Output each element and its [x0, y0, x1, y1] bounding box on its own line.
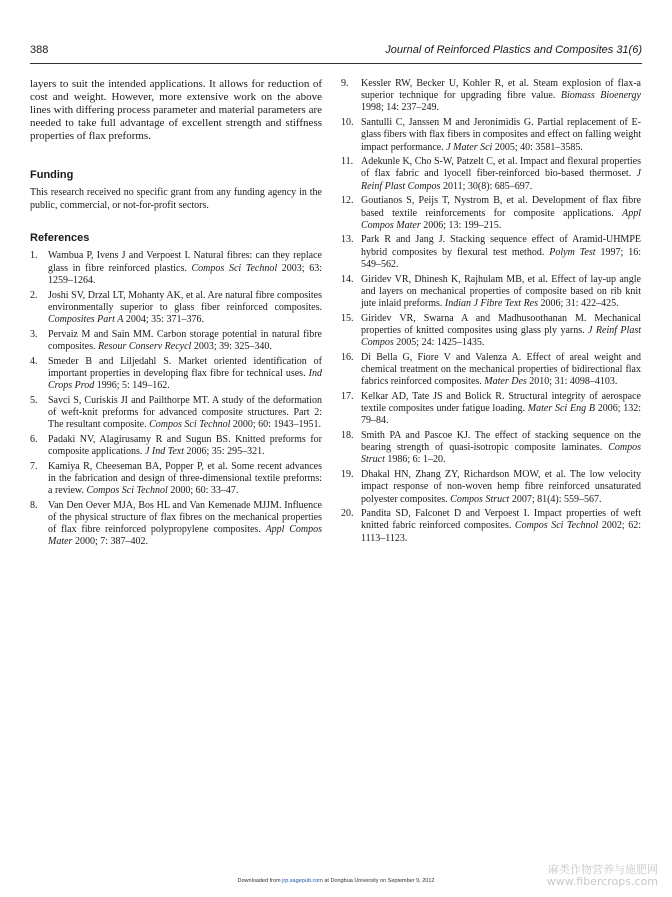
reference-authors-title: Joshi SV, Drzal LT, Mohanty AK, et al. Are natural fibre composites environmentally superior to glass fiber reinforced composites. — [48, 289, 322, 313]
watermark — [547, 864, 658, 888]
reference-citation: 2011; 30(8): 685–697. — [440, 180, 533, 192]
reference-number: 2. — [30, 289, 38, 301]
reference-text — [361, 508, 641, 545]
footer-suffix: at Donghua University on September 9, 2012 — [322, 878, 435, 884]
reference-number: 7. — [30, 460, 38, 472]
reference-text — [361, 195, 641, 232]
reference-text — [361, 234, 641, 271]
reference-text — [48, 461, 322, 498]
reference-number: 11. — [341, 156, 354, 168]
reference-citation: 2006; 31: 422–425. — [538, 297, 619, 309]
reference-item — [30, 290, 322, 327]
page-header — [30, 44, 642, 62]
reference-list-left — [30, 250, 322, 548]
reference-text — [361, 469, 641, 506]
reference-citation: 1996; 5: 149–162. — [94, 379, 170, 391]
right-column — [341, 78, 641, 547]
intro-paragraph: layers to suit the intended applications. It allows for reduction of cost and weight. However, more extensive work on the above lines with differing process parameter and material parameters are needed to take full advantage of excellent strength and stiffness properties of flax preforms. — [30, 78, 322, 142]
reference-number: 15. — [341, 312, 354, 324]
reference-journal: Compos Struct — [450, 493, 510, 505]
header-rule — [30, 63, 642, 64]
reference-number: 13. — [341, 234, 354, 246]
reference-citation: 2002; 62: 1113–1123. — [361, 520, 641, 544]
reference-journal: J Ind Text — [144, 445, 185, 457]
references-heading: References — [30, 232, 90, 245]
reference-citation: 2000; 60: 1943–1951. — [230, 419, 321, 431]
reference-citation: 2003; 63: 1259–1264. — [48, 262, 322, 286]
reference-authors-title: Dhakal HN, Zhang ZY, Richardson MOW, et al. The low velocity impact response of non-woven hemp fibre reinforced unsaturated polyester composites. — [361, 469, 641, 505]
reference-item — [341, 352, 641, 389]
reference-citation: 2010; 31: 4098–4103. — [526, 376, 618, 388]
reference-journal: Appl Compos Mater — [361, 207, 641, 231]
reference-number: 14. — [341, 273, 354, 285]
reference-authors-title: Di Bella G, Fiore V and Valenza A. Effect of areal weight and chemical treatment on the mechanical properties of bidirectional flax fabrics reinforced composites. — [361, 351, 641, 388]
reference-item — [341, 156, 641, 193]
reference-number: 9. — [341, 78, 349, 89]
reference-authors-title: Adekunle K, Cho S-W, Patzelt C, et al. Impact and flexural properties of flax fabric and lyocell fiber-reinforced bio-based thermoset. — [361, 156, 641, 180]
left-column — [30, 78, 322, 551]
reference-item — [341, 78, 641, 115]
reference-journal: J Reinf Plast Compos — [361, 168, 641, 192]
reference-journal: Resour Conserv Recycl — [98, 340, 192, 352]
watermark-line2: www.fibercrops.com — [546, 875, 658, 888]
reference-text — [48, 250, 322, 287]
reference-authors-title: Smith PA and Pascoe KJ. The effect of stacking sequence on the bearing strength of quasi-isotropic composite laminates. — [361, 429, 641, 454]
reference-text — [361, 430, 641, 467]
reference-text — [361, 274, 641, 311]
reference-text — [361, 156, 641, 193]
reference-text — [48, 434, 322, 458]
reference-journal: Mater Sci Eng B — [527, 403, 595, 415]
reference-journal: Composites Part A — [48, 313, 124, 325]
reference-authors-title: Giridev VR, Dhinesh K, Rajhulam MB, et al. Effect of lay-up angle and layers on mechanical properties of composite based on rib knit jute inlaid preforms. — [361, 273, 641, 309]
reference-number: 4. — [30, 355, 38, 367]
reference-text — [48, 500, 322, 549]
reference-citation: 1997; 16: 549–562. — [361, 246, 641, 270]
reference-number: 19. — [341, 469, 354, 481]
reference-number: 12. — [341, 195, 354, 207]
reference-authors-title: Goutianos S, Peijs T, Nystrom B, et al. Development of flax fibre based textile reinforcements for composite applications. — [361, 195, 641, 219]
reference-authors-title: Smeder B and Liljedahl S. Market oriented identification of important properties in developing flax fibre for technical uses. — [48, 355, 322, 379]
reference-number: 1. — [30, 250, 38, 262]
reference-authors-title: Van Den Oever MJA, Bos HL and Van Kemenade MJJM. Influence of the physical structure of flax fibres on the mechanical properties of flax fibre reinforced polypropylene composites. — [48, 499, 322, 536]
reference-journal: Ind Crops Prod — [48, 367, 322, 391]
reference-number: 16. — [341, 351, 354, 363]
reference-authors-title: Kelkar AD, Tate JS and Bolick R. Structural integrity of aerospace textile composites under fatigue loading. — [361, 390, 641, 415]
reference-text — [48, 290, 322, 327]
reference-citation: 2003; 39: 325–340. — [191, 340, 272, 352]
reference-item — [341, 195, 641, 232]
reference-number: 8. — [30, 499, 38, 511]
reference-item — [341, 117, 641, 154]
reference-citation: 2007; 81(4): 559–567. — [509, 493, 602, 505]
reference-authors-title: Giridev VR, Swarna A and Madhusoothanan M. Mechanical properties of knitted composites using glass ply yarns. — [361, 312, 641, 336]
reference-authors-title: Santulli C, Janssen M and Jeronimidis G. Partial replacement of E-glass fibers with flax fibers in composites and effect on falling weight impact performance. — [361, 117, 641, 153]
reference-citation: 2000; 60: 33–47. — [167, 485, 239, 497]
reference-journal: J Reinf Plast Compos — [361, 324, 641, 349]
reference-item — [30, 434, 322, 458]
reference-authors-title: Pervaiz M and Sain MM. Carbon storage potential in natural fibre composites. — [48, 328, 322, 352]
reference-journal: Compos Struct — [361, 442, 641, 466]
watermark-line1: 麻类作物营养与施肥网 — [548, 863, 658, 876]
reference-text — [48, 395, 322, 432]
page-number: 388 — [30, 44, 49, 56]
reference-authors-title: Park R and Jang J. Stacking sequence effect of Aramid-UHMPE hybrid composites by flexural test method. — [361, 234, 641, 258]
reference-citation: 2006; 35: 295–321. — [184, 445, 265, 457]
funding-text: This research received no specific grant from any funding agency in the public, commercial, or not-for-profit sectors. — [30, 187, 322, 211]
reference-citation: 2005; 40: 3581–3585. — [492, 141, 583, 153]
reference-number: 18. — [341, 429, 354, 441]
reference-number: 17. — [341, 390, 354, 402]
reference-item — [341, 313, 641, 350]
reference-text — [361, 78, 641, 115]
reference-citation: 2006; 132: 79–84. — [361, 403, 642, 427]
reference-item — [30, 356, 322, 393]
reference-citation: 2004; 35: 371–376. — [123, 313, 204, 325]
reference-text — [48, 356, 322, 393]
reference-text — [361, 391, 641, 428]
reference-authors-title: Pandita SD, Falconet D and Verpoest I. Impact properties of weft knitted fabric reinforced composites. — [361, 508, 641, 532]
reference-text — [361, 117, 641, 154]
reference-item — [341, 234, 641, 271]
reference-item — [30, 329, 322, 353]
reference-item — [30, 395, 322, 432]
reference-item — [341, 274, 641, 311]
reference-text — [361, 313, 641, 350]
reference-number: 20. — [341, 508, 354, 520]
reference-authors-title: Kessler RW, Becker U, Kohler R, et al. Steam explosion of flax-a superior technique for upgrading fibre value. — [361, 78, 641, 102]
reference-journal: Compos Sci Technol — [149, 419, 231, 431]
reference-text — [48, 329, 322, 353]
reference-citation: 1986; 6: 1–20. — [384, 454, 446, 466]
footer-link[interactable]: jrp.sagepub.com — [282, 878, 323, 884]
reference-journal: Compos Sci Technol — [86, 485, 168, 497]
footer-prefix: Downloaded from — [237, 878, 283, 884]
reference-authors-title: Padaki NV, Alagirusamy R and Sugun BS. Knitted preforms for composite applications. — [48, 433, 322, 457]
reference-item — [30, 500, 322, 549]
reference-number: 3. — [30, 328, 38, 340]
reference-text — [361, 352, 641, 389]
reference-number: 5. — [30, 394, 38, 406]
reference-authors-title: Savci S, Curiskis JI and Pailthorpe MT. A study of the deformation of weft-knit preforms for advanced composite structures. Part 2: The resultant composite. — [48, 394, 322, 431]
reference-item — [341, 508, 641, 545]
reference-list-right — [341, 78, 641, 545]
funding-heading: Funding — [30, 169, 74, 181]
reference-item — [341, 430, 641, 467]
reference-citation: 2000; 7: 387–402. — [72, 536, 149, 548]
reference-authors-title: Kamiya R, Cheeseman BA, Popper P, et al. Some recent advances in the fabrication and design of three-dimensional textile preforms: a review. — [48, 460, 322, 497]
journal-title: Journal of Reinforced Plastics and Composites 31(6) — [385, 44, 642, 56]
reference-journal: Mater Des — [484, 376, 527, 388]
reference-citation: 1998; 14: 237–249. — [361, 102, 440, 114]
reference-journal: Indian J Fibre Text Res — [444, 297, 539, 309]
reference-authors-title: Wambua P, Ivens J and Verpoest I. Natural fibres: can they replace glass in fibre reinforced plastics. — [48, 250, 322, 274]
reference-citation: 2005; 24: 1425–1435. — [393, 337, 485, 349]
reference-journal: Biomass Bioenergy — [560, 90, 641, 102]
reference-journal: Polym Test — [549, 246, 596, 258]
reference-journal: Appl Compos Mater — [48, 524, 322, 548]
reference-citation: 2006; 13: 199–215. — [420, 219, 502, 231]
reference-item — [341, 469, 641, 506]
reference-journal: Compos Sci Technol — [191, 262, 278, 274]
reference-journal: J Mater Sci — [446, 141, 493, 153]
reference-number: 10. — [341, 117, 354, 129]
reference-item — [30, 461, 322, 498]
reference-number: 6. — [30, 433, 38, 445]
reference-item — [341, 391, 641, 428]
reference-item — [30, 250, 322, 287]
reference-journal: Compos Sci Technol — [514, 520, 599, 532]
